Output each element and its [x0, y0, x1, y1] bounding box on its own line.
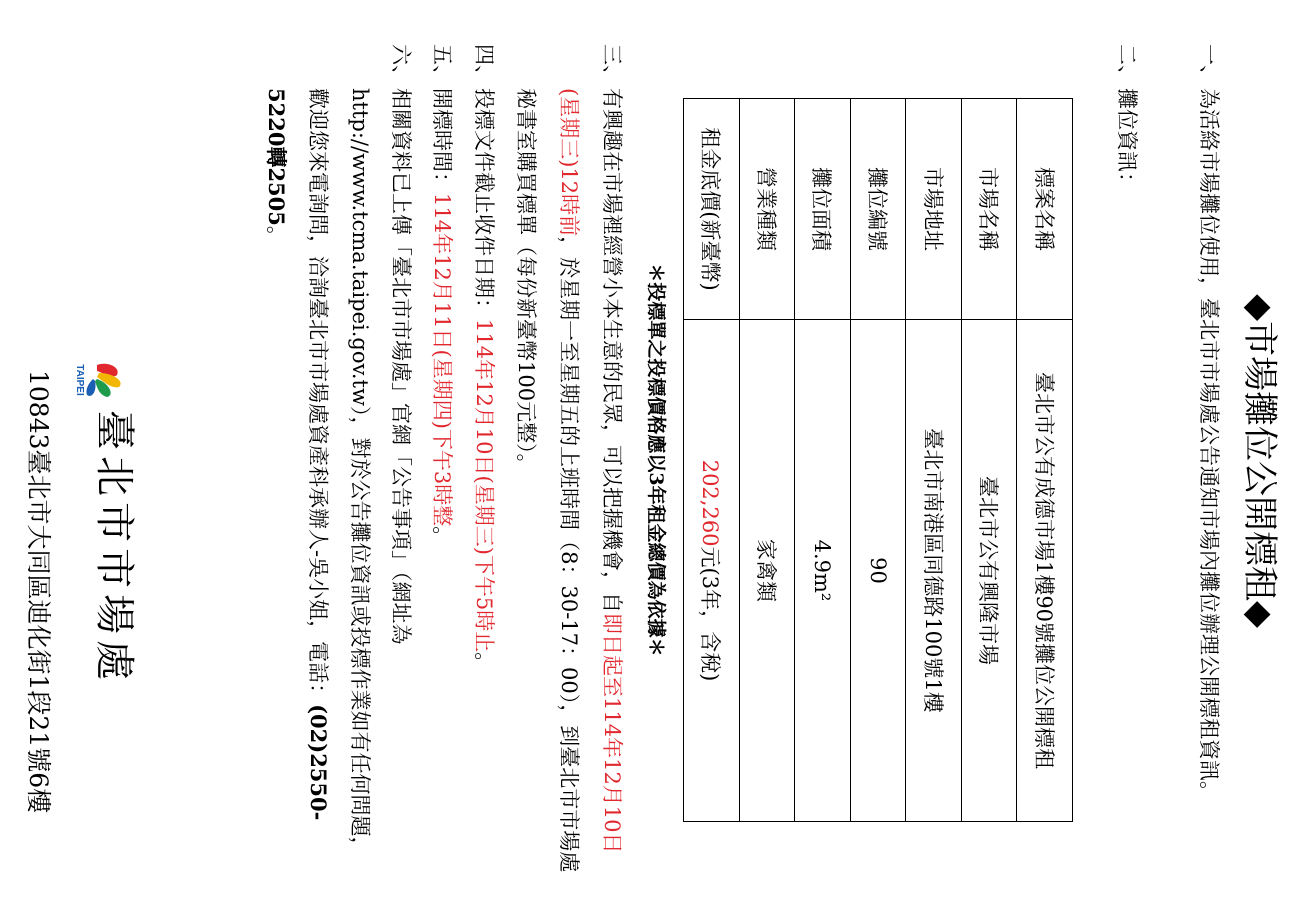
- section-5-text-a: 開標時間：: [430, 88, 454, 193]
- rent-unit: 元(3年，含稅): [698, 546, 723, 682]
- section-2-text: 攤位資訊：: [1115, 88, 1139, 193]
- rent-value: [684, 320, 740, 822]
- table-row-value: 臺北市公有成德市場1樓90號攤位公開標租: [1017, 320, 1073, 822]
- section-6-number: 六、: [389, 44, 413, 86]
- section-6-phone: (02)2550-5220轉2505: [264, 88, 331, 821]
- organization-name: 臺北市市場處: [91, 410, 137, 686]
- stall-info-table-body: [684, 99, 1073, 822]
- bid-price-note: ＊投標單之投標價格應以3年租金總價為依據＊: [645, 263, 667, 657]
- table-row: [1017, 99, 1073, 822]
- section-5: [421, 44, 462, 878]
- table-row-label: 攤位面積: [795, 99, 851, 320]
- table-row: [850, 99, 906, 822]
- section-1-text: 為活絡市場攤位使用，臺北市市場處公告通知市場內攤位辦理公開標租資訊。: [1197, 88, 1221, 802]
- section-1: [1188, 44, 1229, 878]
- section-1-number: 一、: [1197, 44, 1221, 86]
- section-3-text-a: 有興趣在市場裡經營小本生意的民眾，可以把握機會，自: [600, 88, 624, 613]
- table-row: [906, 99, 962, 822]
- rent-label: 租金底價(新臺幣): [684, 99, 740, 320]
- table-row-label: 攤位編號: [850, 99, 906, 320]
- section-4-date: 114年12月10日(星期三)下午5時止: [472, 319, 496, 653]
- section-4-text-a: 投標文件截止收件日期：: [472, 88, 496, 319]
- section-4-text-b: 。: [472, 652, 496, 674]
- table-row: [961, 99, 1017, 822]
- section-2-number: 二、: [1115, 44, 1139, 86]
- page-title: ◆市場攤位公開標租◆: [1239, 294, 1279, 628]
- table-row-label: 標案名稱: [1017, 99, 1073, 320]
- section-5-text-b: 。: [430, 526, 454, 548]
- section-6: [255, 44, 421, 878]
- table-row-value: 臺北市公有興隆市場: [961, 320, 1017, 822]
- table-row: [739, 99, 795, 822]
- table-row-rent: [684, 99, 740, 822]
- section-6-text-a: 相關資料已上傳「臺北市市場處」官網「公告事項」（網址為http://www.tcma.taipei.gov.tw），對於公告攤位資訊或投標作業如有任何問題，歡迎您來電詢問，洽詢臺北市市場處資產科承辦人-吳小姐，電話：: [306, 88, 413, 858]
- organization-address: 10843臺北市大同區迪化街1段21號6樓: [24, 370, 53, 814]
- section-3-text-b: ，於星期一至星期五的上班時間（8：30-17：00），到臺北市市場處秘書室購買標單（每份新臺幣100元整）。: [514, 88, 581, 873]
- table-row-value: 4.9m²: [795, 320, 851, 822]
- section-4-number: 四、: [472, 44, 496, 86]
- section-5-number: 五、: [430, 44, 454, 86]
- taipei-logo-text: TAIPEI: [74, 364, 85, 396]
- section-5-date: 114年12月11日(星期四)下午3時整: [430, 193, 454, 527]
- table-row-value: 90: [850, 320, 906, 822]
- stall-info-table: [683, 98, 1073, 822]
- table-row: [795, 99, 851, 822]
- section-6-text-b: 。: [264, 225, 288, 247]
- taipei-logo: [73, 357, 127, 403]
- table-row-value: 家禽類: [739, 320, 795, 822]
- table-row-label: 營業種類: [739, 99, 795, 320]
- table-row-value: 臺北市南港區同德路100號1樓: [906, 320, 962, 822]
- section-3-deadline: 即日起至114年12月10日(星期三)12時前: [557, 88, 624, 854]
- table-row-label: 市場名稱: [961, 99, 1017, 320]
- section-2: [1106, 44, 1147, 878]
- section-3-number: 三、: [600, 44, 624, 86]
- table-row-label: 市場地址: [906, 99, 962, 320]
- rent-amount: 202,260: [698, 459, 723, 547]
- section-3: [504, 44, 633, 878]
- section-4: [463, 44, 504, 878]
